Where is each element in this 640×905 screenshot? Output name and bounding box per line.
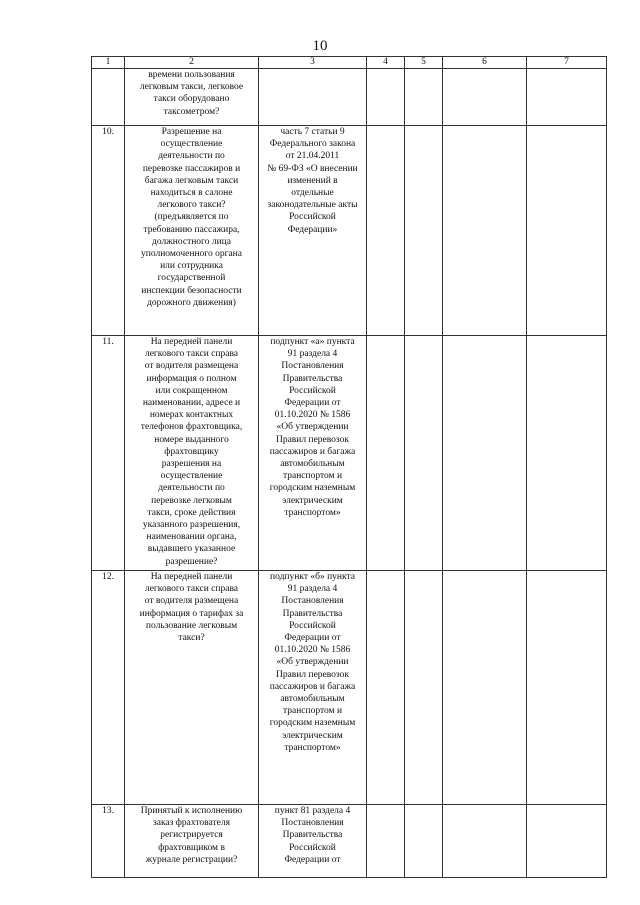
- basis-line: пассажиров и багажа: [269, 446, 356, 457]
- question-line: легкового такси?: [157, 200, 226, 211]
- basis-line: транспортом»: [284, 507, 341, 518]
- question-line: наименовании, адресе и: [142, 398, 241, 409]
- legal-basis: [259, 336, 367, 571]
- question-line: времени пользования: [148, 70, 235, 80]
- legal-basis: [259, 805, 367, 878]
- basis-line: от 21.04.2011: [285, 151, 340, 162]
- question-line: На передней панели: [150, 337, 233, 347]
- basis-line: автомобильным: [280, 459, 345, 470]
- question-line: от водителя размещена: [144, 361, 239, 372]
- question-line: перевозке легковым: [151, 495, 232, 506]
- column-header: 6: [443, 57, 527, 69]
- notes-cell[interactable]: [527, 571, 607, 805]
- question-line: багажа легковым такси: [144, 175, 239, 186]
- basis-line: электрическим: [282, 730, 343, 741]
- basis-line: Правительства: [282, 830, 343, 841]
- requirement-question: [125, 126, 259, 336]
- basis-line: законодательные акты: [267, 200, 358, 211]
- question-line: выдавшего указанное: [147, 544, 236, 555]
- requirement-question: [125, 805, 259, 878]
- not-applicable-cell[interactable]: [443, 336, 527, 571]
- question-line: деятельности по: [158, 483, 225, 494]
- question-line: (предъявляется по: [154, 212, 229, 223]
- question-line: заказ фрахтователя: [152, 818, 230, 829]
- basis-line: Федерации от: [284, 398, 341, 409]
- question-line: легкового такси справа: [144, 584, 239, 595]
- question-line: номерах контактных: [149, 410, 234, 421]
- answer-yes-cell[interactable]: [367, 69, 405, 126]
- header-row: [92, 57, 607, 69]
- question-line: такси?: [178, 633, 205, 644]
- column-header: 4: [367, 57, 405, 69]
- question-line: государственной: [157, 273, 226, 284]
- question-line: информация о полном: [146, 373, 237, 384]
- basis-line: Федерального закона: [269, 139, 356, 150]
- row-number: 11.: [92, 336, 125, 571]
- basis-line: электрическим: [282, 495, 343, 506]
- column-header: 3: [259, 57, 367, 69]
- basis-line: 91 раздела 4: [287, 349, 338, 360]
- requirement-question: [125, 336, 259, 571]
- basis-line: пассажиров и багажа: [269, 681, 356, 692]
- question-line: номере выданного: [154, 434, 229, 445]
- column-header: 5: [405, 57, 443, 69]
- question-line: разрешения на: [161, 459, 222, 470]
- question-line: от водителя размещена: [144, 596, 239, 607]
- basis-line: № 69-ФЗ «О внесении: [267, 163, 358, 174]
- question-line: Разрешение на: [161, 127, 222, 137]
- basis-line: транспортом и: [282, 706, 343, 717]
- question-line: требованию пассажира,: [143, 224, 240, 235]
- question-line: таксометром?: [163, 106, 220, 117]
- basis-line: Правительства: [282, 608, 343, 619]
- basis-line: Федерации»: [287, 224, 338, 235]
- notes-cell[interactable]: [527, 69, 607, 126]
- question-line: указанного разрешения,: [142, 520, 241, 531]
- page-number: 10: [312, 38, 328, 54]
- basis-line: 01.10.2020 № 1586: [274, 645, 351, 656]
- question-line: находиться в салоне: [150, 188, 233, 199]
- legal-basis: [259, 69, 367, 126]
- not-applicable-cell[interactable]: [443, 805, 527, 878]
- basis-line: городским наземным: [269, 718, 356, 729]
- answer-no-cell[interactable]: [405, 336, 443, 571]
- basis-line: городским наземным: [269, 483, 356, 494]
- question-line: дорожного движения): [147, 297, 236, 308]
- answer-no-cell[interactable]: [405, 571, 443, 805]
- question-line: должностного лица: [152, 236, 231, 247]
- question-line: такси, сроке действия: [147, 507, 236, 518]
- question-line: легковым такси, легковое: [139, 82, 244, 93]
- answer-no-cell[interactable]: [405, 69, 443, 126]
- basis-line: Российской: [289, 842, 336, 853]
- basis-line: Правил перевозок: [275, 669, 349, 680]
- answer-yes-cell[interactable]: [367, 126, 405, 336]
- column-header: 1: [92, 57, 125, 69]
- table-row: [92, 336, 607, 571]
- column-header: 2: [125, 57, 259, 69]
- question-line: журнале регистрации?: [145, 854, 238, 865]
- answer-no-cell[interactable]: [405, 805, 443, 878]
- table-row: [92, 571, 607, 805]
- not-applicable-cell[interactable]: [443, 126, 527, 336]
- notes-cell[interactable]: [527, 805, 607, 878]
- basis-line: Постановления: [281, 596, 344, 607]
- requirement-question: [125, 69, 259, 126]
- question-line: такси оборудовано: [153, 94, 230, 105]
- question-line: пользование легковым: [145, 620, 238, 631]
- question-line: перевозке пассажиров и: [142, 163, 241, 174]
- basis-line: Российской: [289, 212, 336, 223]
- question-line: Принятый к исполнению: [140, 806, 243, 816]
- basis-line: 01.10.2020 № 1586: [274, 410, 351, 421]
- question-line: наименовании органа,: [146, 532, 237, 543]
- answer-no-cell[interactable]: [405, 126, 443, 336]
- not-applicable-cell[interactable]: [443, 571, 527, 805]
- table-row: [92, 69, 607, 126]
- legal-basis: [259, 126, 367, 336]
- question-line: разрешение?: [165, 556, 218, 567]
- question-line: или сотрудника: [160, 261, 223, 272]
- row-number: 12.: [92, 571, 125, 805]
- answer-yes-cell[interactable]: [367, 571, 405, 805]
- question-line: деятельности по: [158, 151, 225, 162]
- row-number: [92, 69, 125, 126]
- question-line: или сокращенном: [155, 385, 228, 396]
- basis-line: Российской: [289, 385, 336, 396]
- basis-line: подпункт «б» пункта: [270, 572, 355, 582]
- basis-line: Постановления: [281, 361, 344, 372]
- basis-line: часть 7 статьи 9: [280, 127, 345, 137]
- question-line: осуществление: [160, 139, 223, 150]
- question-line: уполномоченного органа: [141, 249, 242, 260]
- basis-line: Федерации от: [284, 854, 341, 865]
- basis-line: изменений в: [287, 175, 338, 186]
- answer-yes-cell[interactable]: [367, 805, 405, 878]
- basis-line: Российской: [289, 620, 336, 631]
- question-line: На передней панели: [150, 572, 233, 582]
- basis-line: «Об утверждении: [276, 422, 349, 433]
- basis-line: транспортом и: [282, 471, 343, 482]
- basis-line: пункт 81 раздела 4: [274, 806, 351, 816]
- question-line: телефонов фрахтовщика,: [140, 422, 243, 433]
- basis-line: «Об утверждении: [276, 657, 349, 668]
- question-line: фрахтовщиком в: [158, 842, 225, 853]
- legal-basis: [259, 571, 367, 805]
- row-number: 13.: [92, 805, 125, 878]
- question-line: инспекции безопасности: [141, 285, 242, 296]
- basis-line: 91 раздела 4: [287, 584, 338, 595]
- question-line: регистрируется: [160, 830, 223, 841]
- notes-cell[interactable]: [527, 126, 607, 336]
- basis-line: автомобильным: [280, 694, 345, 705]
- basis-line: Федерации от: [284, 633, 341, 644]
- answer-yes-cell[interactable]: [367, 336, 405, 571]
- question-line: легкового такси справа: [144, 349, 239, 360]
- not-applicable-cell[interactable]: [443, 69, 527, 126]
- basis-line: подпункт «а» пункта: [270, 337, 355, 347]
- basis-line: транспортом»: [284, 742, 341, 753]
- row-number: 10.: [92, 126, 125, 336]
- checklist-table: [91, 56, 607, 878]
- question-line: информация о тарифах за: [139, 608, 244, 619]
- basis-line: отдельные: [291, 188, 334, 199]
- table-row: [92, 805, 607, 878]
- notes-cell[interactable]: [527, 336, 607, 571]
- table-row: [92, 126, 607, 336]
- requirement-question: [125, 571, 259, 805]
- basis-line: Постановления: [281, 818, 344, 829]
- question-line: осуществление: [160, 471, 223, 482]
- basis-line: Правительства: [282, 373, 343, 384]
- column-header: 7: [527, 57, 607, 69]
- question-line: фрахтовщику: [164, 446, 219, 457]
- basis-line: Правил перевозок: [275, 434, 349, 445]
